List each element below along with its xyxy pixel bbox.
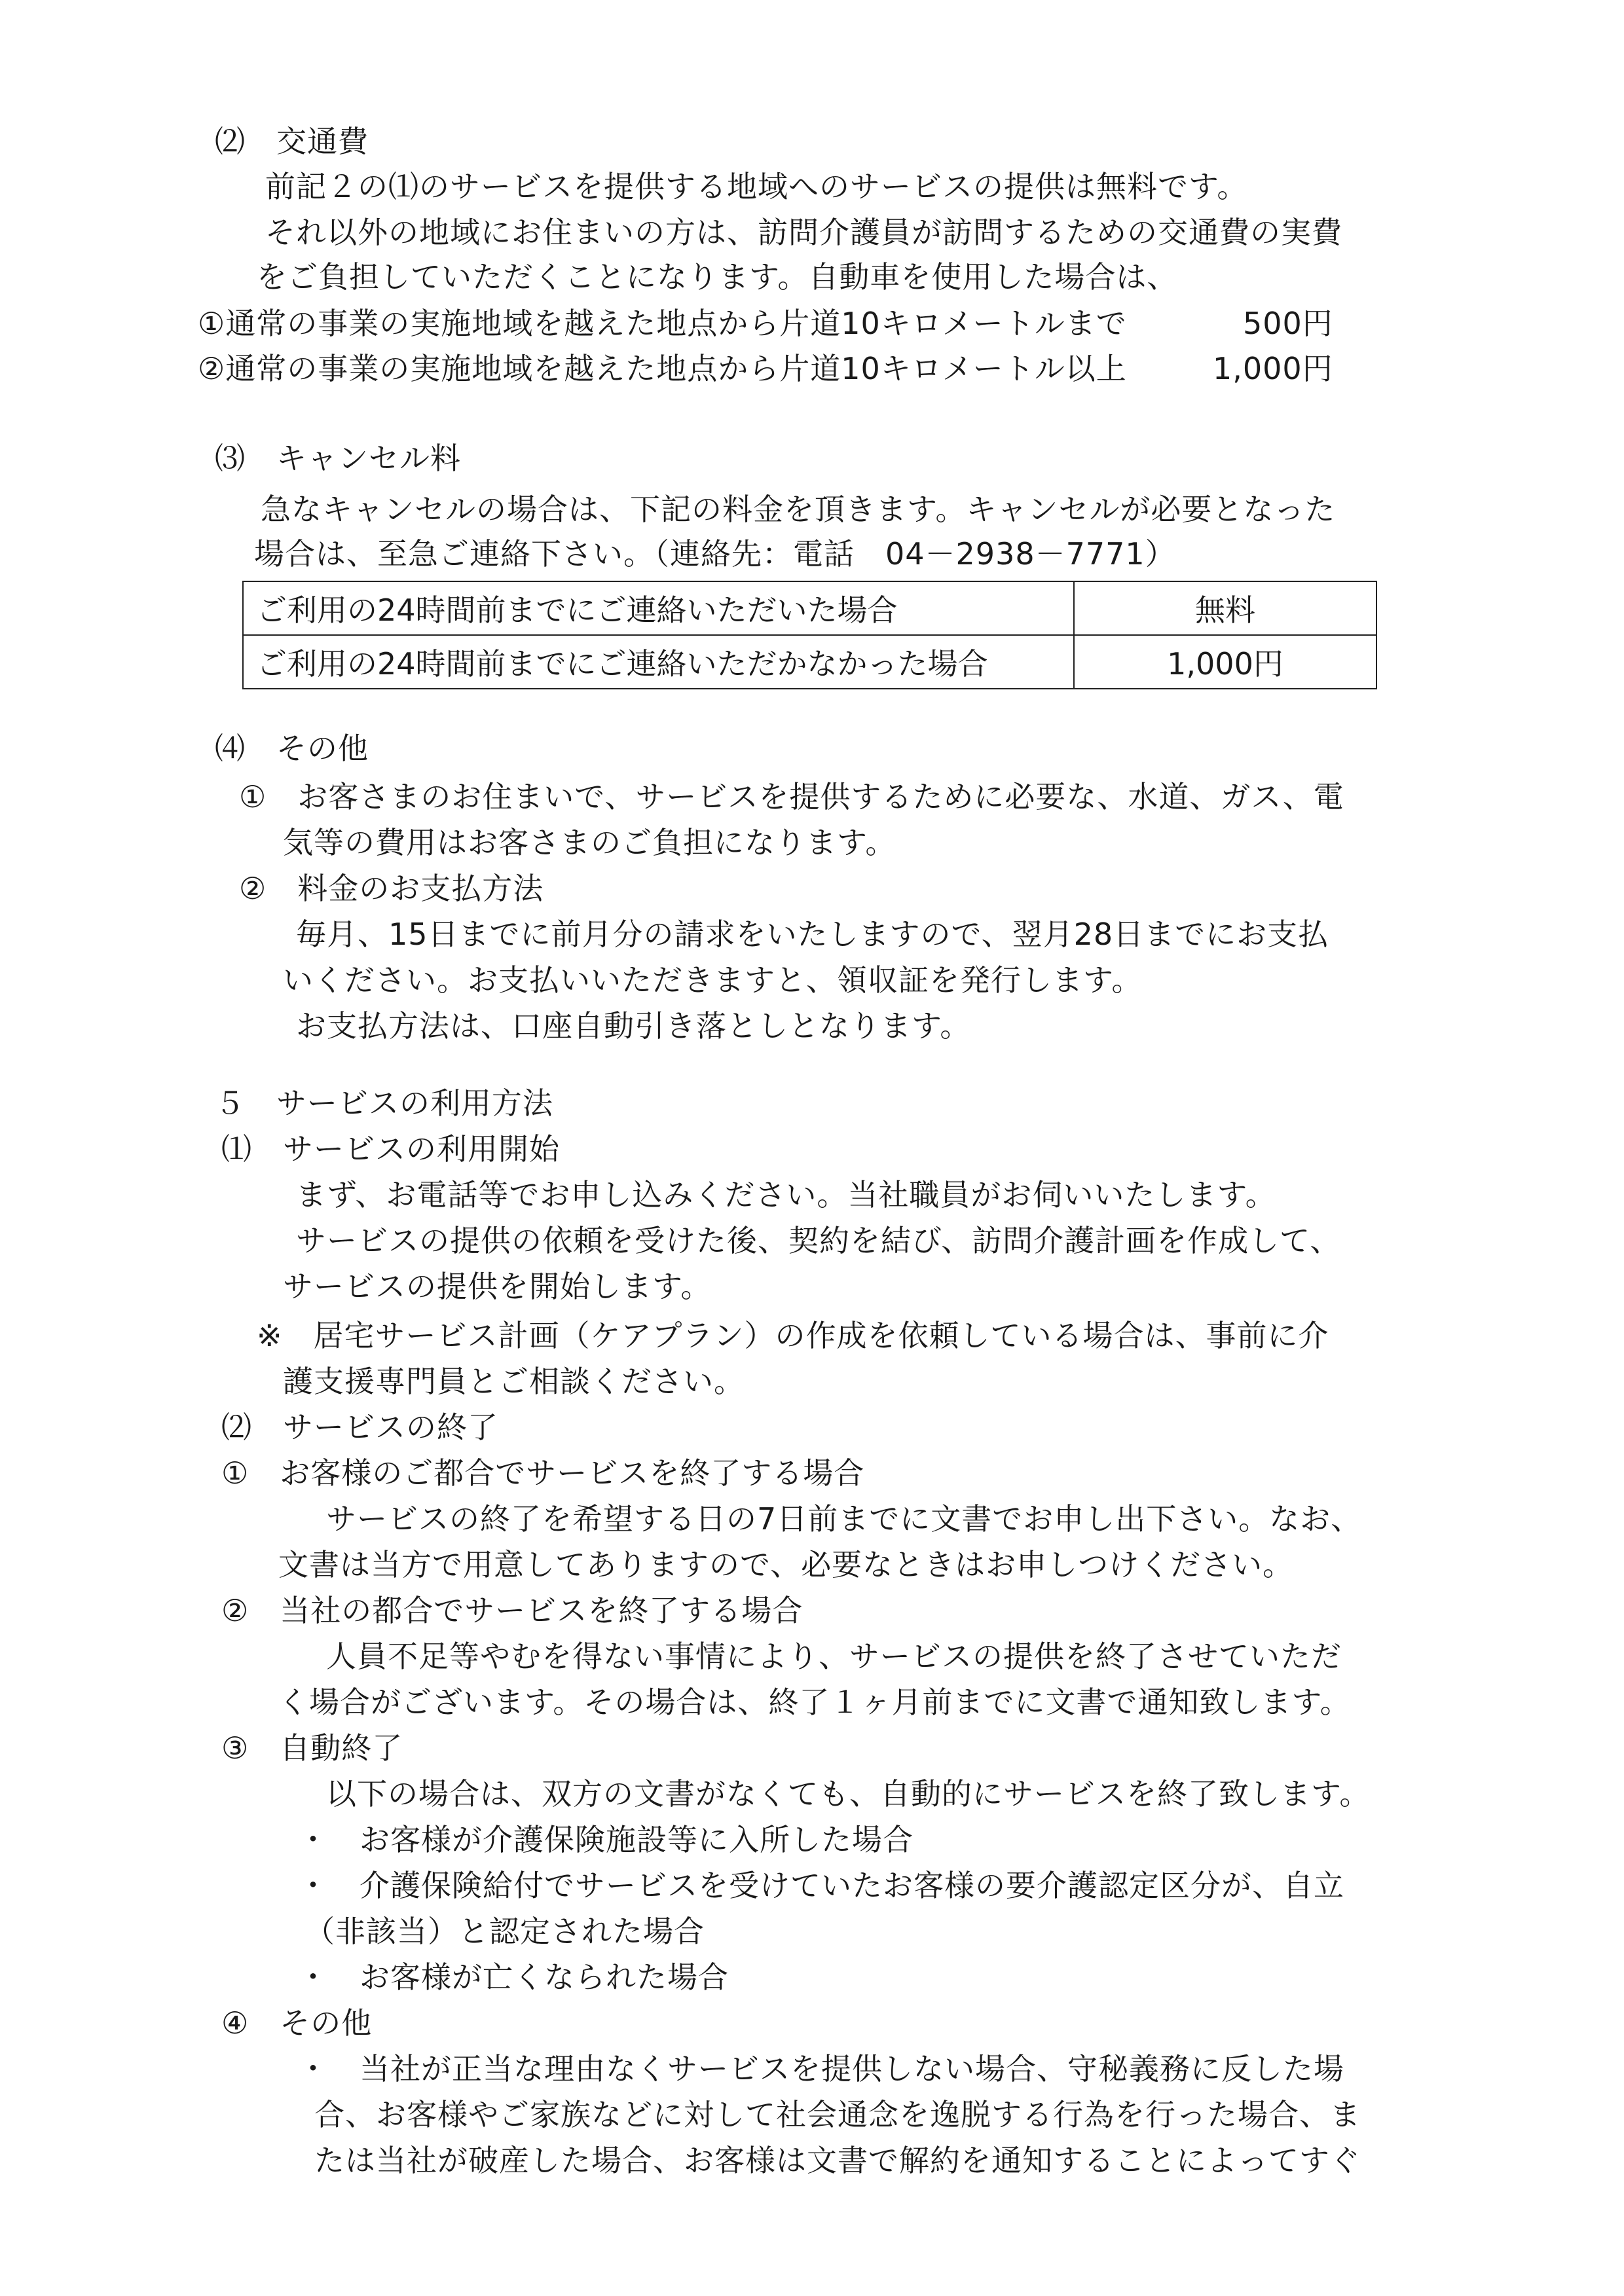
paragraph-line: いください。お支払いいただきますと、領収証を発行します。 [283, 962, 1143, 998]
paragraph-line: サービスの提供の依頼を受けた後、契約を結び、訪問介護計画を作成して、 [296, 1223, 1341, 1258]
paragraph-line: 急なキャンセルの場合は、下記の料金を頂きます。キャンセルが必要となった [261, 492, 1336, 527]
paragraph-line: まず、お電話等でお申し込みください。当社職員がお伺いいたします。 [296, 1177, 1276, 1212]
transport-item-1: ①通常の事業の実施地域を越えた地点から片道10キロメートルまで [198, 306, 1127, 341]
subsection-heading: ⑴ サービスの利用開始 [221, 1131, 560, 1167]
bullet-item-cont: たは当社が破産した場合、お客様は文書で解約を通知することによってすぐ [314, 2143, 1361, 2178]
list-item: ① お客さまのお住まいで、サービスを提供するために必要な、水道、ガス、電 [239, 779, 1344, 814]
note-line: 護支援専門員とご相談ください。 [283, 1364, 745, 1399]
paragraph-line: それ以外の地域にお住まいの方は、訪問介護員が訪問するための交通費の実費 [265, 215, 1342, 250]
table-cell: 無料 [1074, 581, 1376, 635]
list-item: ③ 自動終了 [221, 1730, 403, 1766]
transport-item-2: ②通常の事業の実施地域を越えた地点から片道10キロメートル以上 [198, 351, 1127, 386]
paragraph-line: 毎月、15日までに前月分の請求をいたしますので、翌月28日までにお支払 [296, 917, 1329, 952]
table-row [243, 581, 1376, 635]
list-item: ① お客様のご都合でサービスを終了する場合 [221, 1455, 865, 1491]
bullet-item: ・ 当社が正当な理由なくサービスを提供しない場合、守秘義務に反した場 [298, 2051, 1344, 2086]
paragraph-line: 人員不足等やむを得ない事情により、サービスの提供を終了させていただ [326, 1639, 1342, 1674]
paragraph-line: サービスの終了を希望する日の7日前までに文書でお申し出下さい。なお、 [326, 1501, 1362, 1537]
section-heading-cancel: ⑶ キャンセル料 [215, 441, 461, 476]
note-line: ※ 居宅サービス計画（ケアプラン）の作成を依頼している場合は、事前に介 [257, 1318, 1329, 1353]
paragraph-line: 場合は、至急ご連絡下さい。（連絡先：電話 04－2938－7771） [254, 536, 1176, 572]
bullet-item: ・ お客様が亡くなられた場合 [298, 1959, 729, 1995]
table-cell: ご利用の24時間前までにご連絡いただかなかった場合 [243, 635, 1074, 689]
list-item: ④ その他 [221, 2005, 373, 2041]
paragraph-line: 以下の場合は、双方の文書がなくても、自動的にサービスを終了致します。 [326, 1776, 1371, 1812]
list-item: ② 料金のお支払方法 [239, 871, 544, 906]
table-cell: ご利用の24時間前までにご連絡いただいた場合 [243, 581, 1074, 635]
bullet-item: ・ 介護保険給付でサービスを受けていたお客様の要介護認定区分が、自立 [298, 1868, 1344, 1903]
paragraph-line: をご負担していただくことになります。自動車を使用した場合は、 [257, 259, 1178, 295]
transport-item-2-price: 1,000円 [1213, 351, 1333, 386]
section-title-usage: ５ サービスの利用方法 [215, 1085, 553, 1121]
cancel-fee-table [242, 581, 1377, 689]
list-item: ② 当社の都合でサービスを終了する場合 [221, 1593, 803, 1628]
section-heading-other: ⑷ その他 [215, 731, 369, 766]
bullet-item: ・ お客様が介護保険施設等に入所した場合 [298, 1822, 913, 1857]
paragraph-line: 前記２の⑴のサービスを提供する地域へのサービスの提供は無料です。 [265, 169, 1248, 204]
section-heading-transport: ⑵ 交通費 [215, 124, 369, 159]
bullet-item-cont: （非該当）と認定された場合 [304, 1914, 705, 1949]
table-cell: 1,000円 [1074, 635, 1376, 689]
paragraph-line: サービスの提供を開始します。 [283, 1269, 712, 1304]
paragraph-line: く場合がございます。その場合は、終了１ヶ月前までに文書で通知致します。 [278, 1685, 1351, 1720]
table-row [243, 635, 1376, 689]
transport-item-1-price: 500円 [1243, 306, 1333, 341]
bullet-item-cont: 合、お客様やご家族などに対して社会通念を逸脱する行為を行った場合、ま [314, 2097, 1361, 2132]
paragraph-line: 文書は当方で用意してありますので、必要なときはお申しつけください。 [278, 1547, 1294, 1582]
subsection-heading: ⑵ サービスの終了 [221, 1410, 498, 1445]
list-item-cont: 気等の費用はお客さまのご負担になります。 [283, 825, 896, 860]
paragraph-line: お支払方法は、口座自動引き落としとなります。 [296, 1008, 971, 1044]
